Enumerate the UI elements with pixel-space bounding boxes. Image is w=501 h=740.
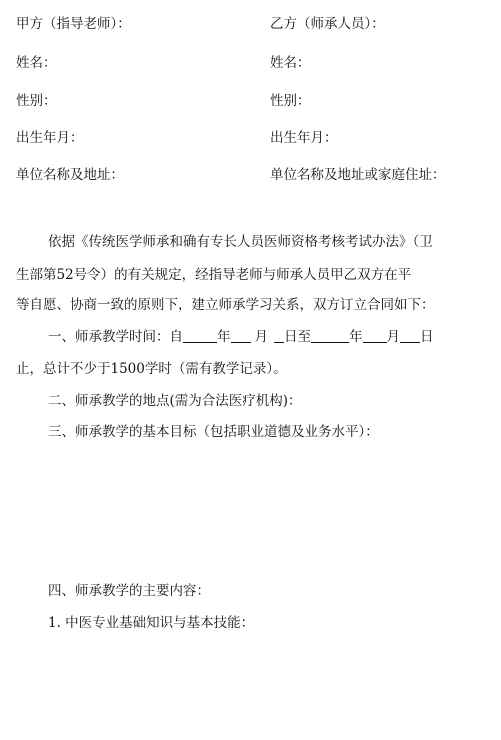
party-b-birth-label: 出生年月：: [270, 130, 338, 146]
clause-1-year: 年: [217, 329, 231, 345]
gender-row: [0, 89, 501, 111]
party-b-unit-label: 单位名称及地址或家庭住址：: [270, 167, 446, 183]
end-year-blank[interactable]: [311, 328, 349, 343]
party-title-row: [0, 12, 501, 34]
party-b-title: 乙方（师承人员）：: [270, 16, 385, 32]
clause-1-line-2: 止，总计不少于1500学时（需有教学记录）。: [16, 361, 287, 377]
intro-line-1: 依据《传统医学师承和确有专长人员医师资格考核考试办法》（卫: [48, 234, 433, 250]
clause-1-line-1: [16, 325, 501, 345]
clause-1-month: 月: [254, 329, 268, 345]
clause-3: 三、师承教学的基本目标（包括职业道德及业务水平）：: [48, 424, 379, 440]
party-a-unit-label: 单位名称及地址：: [16, 167, 124, 183]
clause-4: 四、师承教学的主要内容：: [48, 583, 210, 599]
clause-1-month-2: 月: [386, 329, 400, 345]
start-month-blank[interactable]: [231, 328, 251, 343]
party-b-name-label: 姓名：: [270, 55, 311, 71]
clause-4-item-1: 1. 中医专业基础知识与基本技能：: [48, 615, 255, 631]
clause-1-year-2: 年: [349, 329, 363, 345]
end-month-blank[interactable]: [363, 328, 387, 343]
party-a-title: 甲方（指导老师）：: [16, 16, 131, 32]
party-b-gender-label: 性别：: [270, 93, 311, 109]
name-row: [0, 51, 501, 73]
start-day-blank[interactable]: [274, 328, 284, 343]
party-a-gender-label: 性别：: [16, 93, 57, 109]
party-a-birth-label: 出生年月：: [16, 130, 84, 146]
birth-row: [0, 126, 501, 148]
unit-row: [0, 163, 501, 185]
clause-1-prefix: 一、师承教学时间：自: [48, 329, 183, 345]
clause-1-day-to: 日至: [284, 329, 311, 345]
start-year-blank[interactable]: [183, 328, 217, 343]
intro-line-2: 生部第52号令）的有关规定，经指导老师与师承人员甲乙双方在平: [16, 267, 412, 283]
clause-2: 二、师承教学的地点(需为合法医疗机构)：: [48, 393, 302, 409]
end-day-blank[interactable]: [400, 328, 420, 343]
clause-1-day-2: 日: [420, 329, 434, 345]
intro-line-3: 等自愿、协商一致的原则下，建立师承学习关系，双方订立合同如下：: [16, 297, 435, 313]
party-a-name-label: 姓名：: [16, 55, 57, 71]
